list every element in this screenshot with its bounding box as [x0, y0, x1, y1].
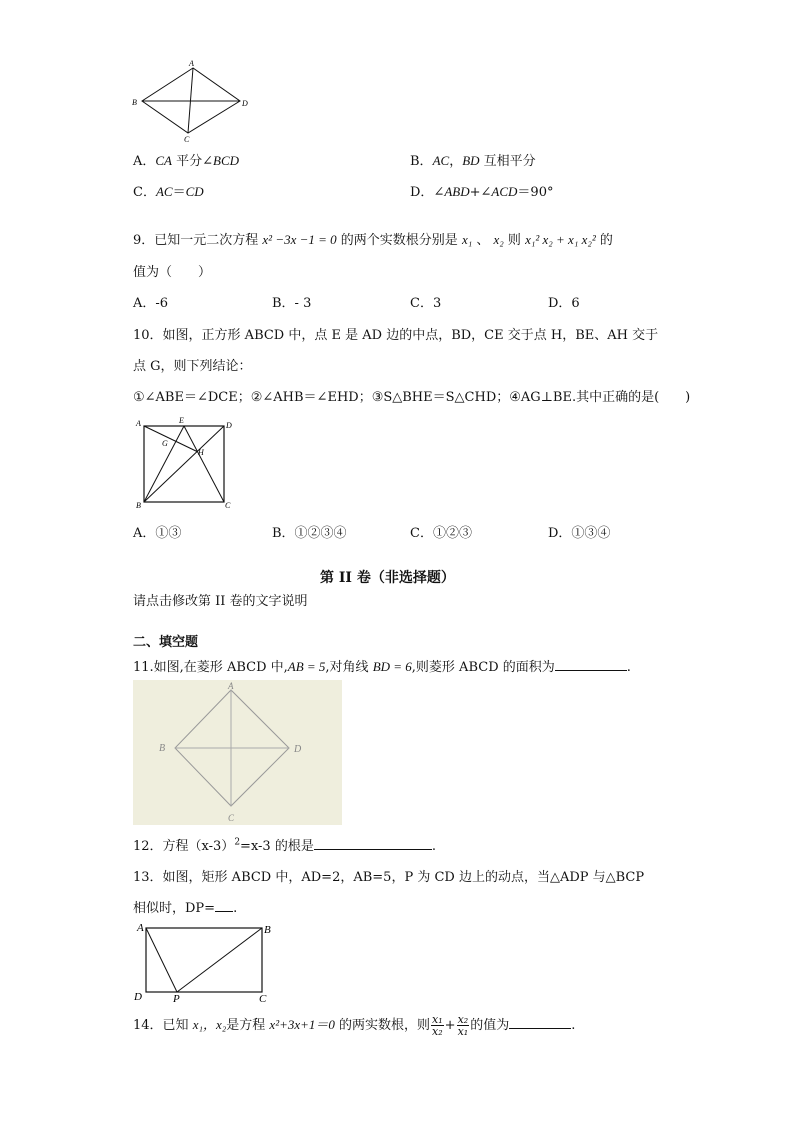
part2-title: 第 II 卷（非选择题） [320, 570, 455, 586]
q8-label-b: B [132, 98, 137, 107]
q10-label-d: D [226, 421, 232, 430]
q14-fraction-2: $\frac{\text{x₂}}{\text{x₁}}$ [457, 1013, 469, 1038]
q9-option-a: A．-6 [133, 296, 169, 311]
q8-label-c: C [184, 135, 190, 144]
q9-option-c: C．3 [410, 296, 442, 311]
q14-answer-blank[interactable] [509, 1016, 571, 1029]
q10-option-d: D．①③④ [548, 526, 611, 541]
q11-label-c: C [228, 813, 235, 823]
q11-answer-blank[interactable] [555, 658, 627, 671]
q12-answer-blank[interactable] [314, 837, 432, 850]
q9-stem-line2: 值为（ ） [133, 265, 212, 280]
q10-stem-line3: ①∠ABE＝∠DCE；②∠AHB＝∠EHD；③S△BHE＝S△CHD；④AG⊥BE.其中正确的是( ) [133, 390, 691, 405]
q8-label-d: D [242, 99, 248, 108]
q8-rhombus-figure [128, 58, 258, 144]
q10-option-b: B．①②③④ [272, 526, 347, 541]
q9-option-d: D．6 [548, 296, 580, 311]
q10-label-e: E [179, 416, 184, 425]
section2-title: 二、填空题 [133, 635, 199, 650]
q9-option-b: B．- 3 [272, 296, 312, 311]
q13-label-d: D [134, 991, 142, 1003]
q8-option-d: D．∠ABD+∠ACD＝90° [410, 184, 554, 200]
q11-label-a: A [228, 681, 234, 691]
q10-square-figure [130, 414, 240, 512]
q10-label-g: G [162, 439, 168, 448]
q8-label-a: A [189, 59, 194, 68]
q13-stem-line2: 相似时，DP= . [133, 901, 238, 916]
q11-rhombus-photo [133, 680, 342, 825]
q11-label-b: B [159, 743, 166, 754]
q13-stem-line1: 13．如图，矩形 ABCD 中，AD=2，AB=5，P 为 CD 边上的动点，当△ADP 与△BCP [133, 870, 645, 885]
q10-option-c: C．①②③ [410, 526, 472, 541]
q8-option-b: B．AC，BD 互相平分 [410, 153, 536, 169]
q13-label-a: A [137, 922, 144, 934]
q10-option-a: A．①③ [133, 526, 182, 541]
q14-stem: 14．已知 x₁，x₂是方程 x²+3x+1＝0 的两实数根，则 $\frac{\text{x₁}}{\text{x₂}}$ + $\frac{\text{x₂}}{\text{x₁}}$ 的值为 . [133, 1013, 576, 1038]
q10-stem-line2: 点 G，则下列结论： [133, 359, 252, 374]
q10-label-a: A [136, 419, 141, 428]
q8-option-c: C．AC＝CD [133, 184, 204, 200]
q14-fraction-1: $\frac{\text{x₁}}{\text{x₂}}$ [432, 1013, 443, 1038]
q11-label-d: D [294, 744, 302, 755]
q10-label-h: H [198, 448, 204, 457]
q10-label-c: C [225, 501, 231, 510]
q12-stem: 12．方程$(x-3)^2=x-3$ 的根是 . [133, 837, 436, 854]
q13-rectangle-figure [130, 918, 280, 1004]
q9-stem-line1: 9．已知一元二次方程 x² −3x −1 = 0 的两个实数根分别是 x₁ 、 x₂ 则 x₁² x₂ + x₁ x₂² 的 [133, 232, 613, 248]
q13-label-c: C [259, 993, 267, 1004]
q11-stem: 11.如图,在菱形 ABCD 中,AB = 5,对角线 BD = 6,则菱形 ABCD 的面积为 . [133, 659, 631, 675]
q13-answer-blank[interactable] [215, 899, 233, 912]
q13-label-p: P [173, 993, 180, 1004]
q8-option-a: A．CA 平分∠BCD [133, 153, 240, 169]
q10-stem-line1: 10．如图，正方形 ABCD 中，点 E 是 AD 边的中点，BD，CE 交于点 H，BE、AH 交于 [133, 328, 659, 343]
q10-label-b: B [136, 501, 141, 510]
q13-label-b: B [264, 924, 271, 936]
part2-note: 请点击修改第 II 卷的文字说明 [133, 594, 308, 609]
